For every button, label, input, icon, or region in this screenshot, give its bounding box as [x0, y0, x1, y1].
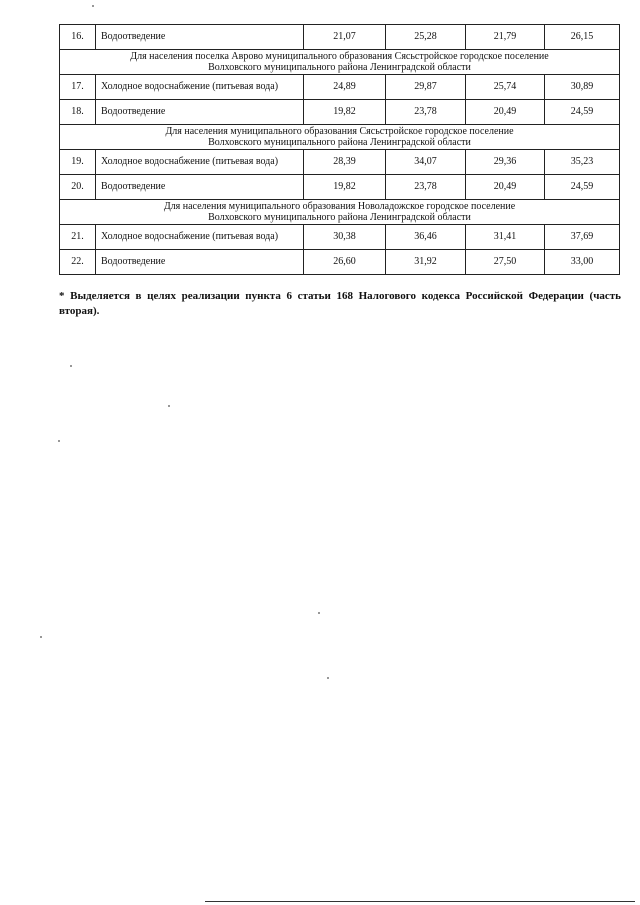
tariff-value-4: 24,59	[545, 175, 620, 200]
table-row	[60, 150, 620, 175]
tariff-table-body	[60, 25, 620, 275]
section-header-line2: Волховского муниципального района Ленинградской области	[208, 212, 471, 223]
tariff-value-1: 26,60	[304, 250, 386, 275]
table-row	[60, 25, 620, 50]
scan-speck	[168, 405, 170, 407]
bottom-rule	[205, 901, 635, 902]
section-header-cell	[60, 125, 620, 150]
service-name: Холодное водоснабжение (питьевая вода)	[96, 225, 304, 250]
table-row	[60, 75, 620, 100]
tariff-value-1: 19,82	[304, 175, 386, 200]
tariff-value-4: 37,69	[545, 225, 620, 250]
service-name: Холодное водоснабжение (питьевая вода)	[96, 75, 304, 100]
row-number: 18.	[60, 100, 96, 125]
service-name: Водоотведение	[96, 100, 304, 125]
tariff-value-2: 29,87	[386, 75, 466, 100]
tariff-value-2: 31,92	[386, 250, 466, 275]
tariff-table	[59, 24, 620, 275]
section-header-cell	[60, 200, 620, 225]
section-header-row	[60, 125, 620, 150]
tariff-value-4: 35,23	[545, 150, 620, 175]
section-header-line2: Волховского муниципального района Ленинградской области	[208, 137, 471, 148]
tariff-value-4: 30,89	[545, 75, 620, 100]
tariff-value-2: 34,07	[386, 150, 466, 175]
section-header-line2: Волховского муниципального района Ленинградской области	[208, 62, 471, 73]
tariff-value-2: 25,28	[386, 25, 466, 50]
scan-speck	[92, 5, 94, 7]
tariff-value-3: 20,49	[466, 100, 545, 125]
row-number: 17.	[60, 75, 96, 100]
scan-speck	[327, 677, 329, 679]
tariff-value-1: 21,07	[304, 25, 386, 50]
tariff-value-3: 25,74	[466, 75, 545, 100]
table-row	[60, 100, 620, 125]
section-header-line1: Для населения муниципального образования Новоладожское городское поселение	[163, 200, 516, 212]
scan-speck	[58, 440, 60, 442]
tariff-value-1: 19,82	[304, 100, 386, 125]
tariff-value-3: 31,41	[466, 225, 545, 250]
service-name: Холодное водоснабжение (питьевая вода)	[96, 150, 304, 175]
row-number: 16.	[60, 25, 96, 50]
tariff-value-2: 23,78	[386, 175, 466, 200]
table-row	[60, 250, 620, 275]
tariff-value-3: 20,49	[466, 175, 545, 200]
service-name: Водоотведение	[96, 250, 304, 275]
table-row	[60, 225, 620, 250]
tariff-value-4: 26,15	[545, 25, 620, 50]
section-header-row	[60, 200, 620, 225]
tariff-value-3: 21,79	[466, 25, 545, 50]
tariff-value-3: 27,50	[466, 250, 545, 275]
tariff-value-2: 23,78	[386, 100, 466, 125]
tariff-value-4: 24,59	[545, 100, 620, 125]
tariff-value-4: 33,00	[545, 250, 620, 275]
section-header-line1: Для населения муниципального образования Сясьстройское городское поселение	[165, 125, 514, 137]
tariff-value-1: 30,38	[304, 225, 386, 250]
tariff-value-3: 29,36	[466, 150, 545, 175]
row-number: 20.	[60, 175, 96, 200]
table-row	[60, 175, 620, 200]
footnote: * Выделяется в целях реализации пункта 6 статьи 168 Налогового кодекса Российской Федерации (часть вторая).	[59, 290, 621, 317]
section-header-line1: Для населения поселка Аврово муниципального образования Сясьстройское городское поселение	[130, 50, 549, 62]
tariff-value-1: 28,39	[304, 150, 386, 175]
scan-speck	[318, 612, 320, 614]
service-name: Водоотведение	[96, 175, 304, 200]
scan-speck	[40, 636, 42, 638]
tariff-value-1: 24,89	[304, 75, 386, 100]
section-header-cell	[60, 50, 620, 75]
service-name: Водоотведение	[96, 25, 304, 50]
row-number: 22.	[60, 250, 96, 275]
tariff-value-2: 36,46	[386, 225, 466, 250]
row-number: 21.	[60, 225, 96, 250]
section-header-row	[60, 50, 620, 75]
row-number: 19.	[60, 150, 96, 175]
scan-speck	[70, 365, 72, 367]
